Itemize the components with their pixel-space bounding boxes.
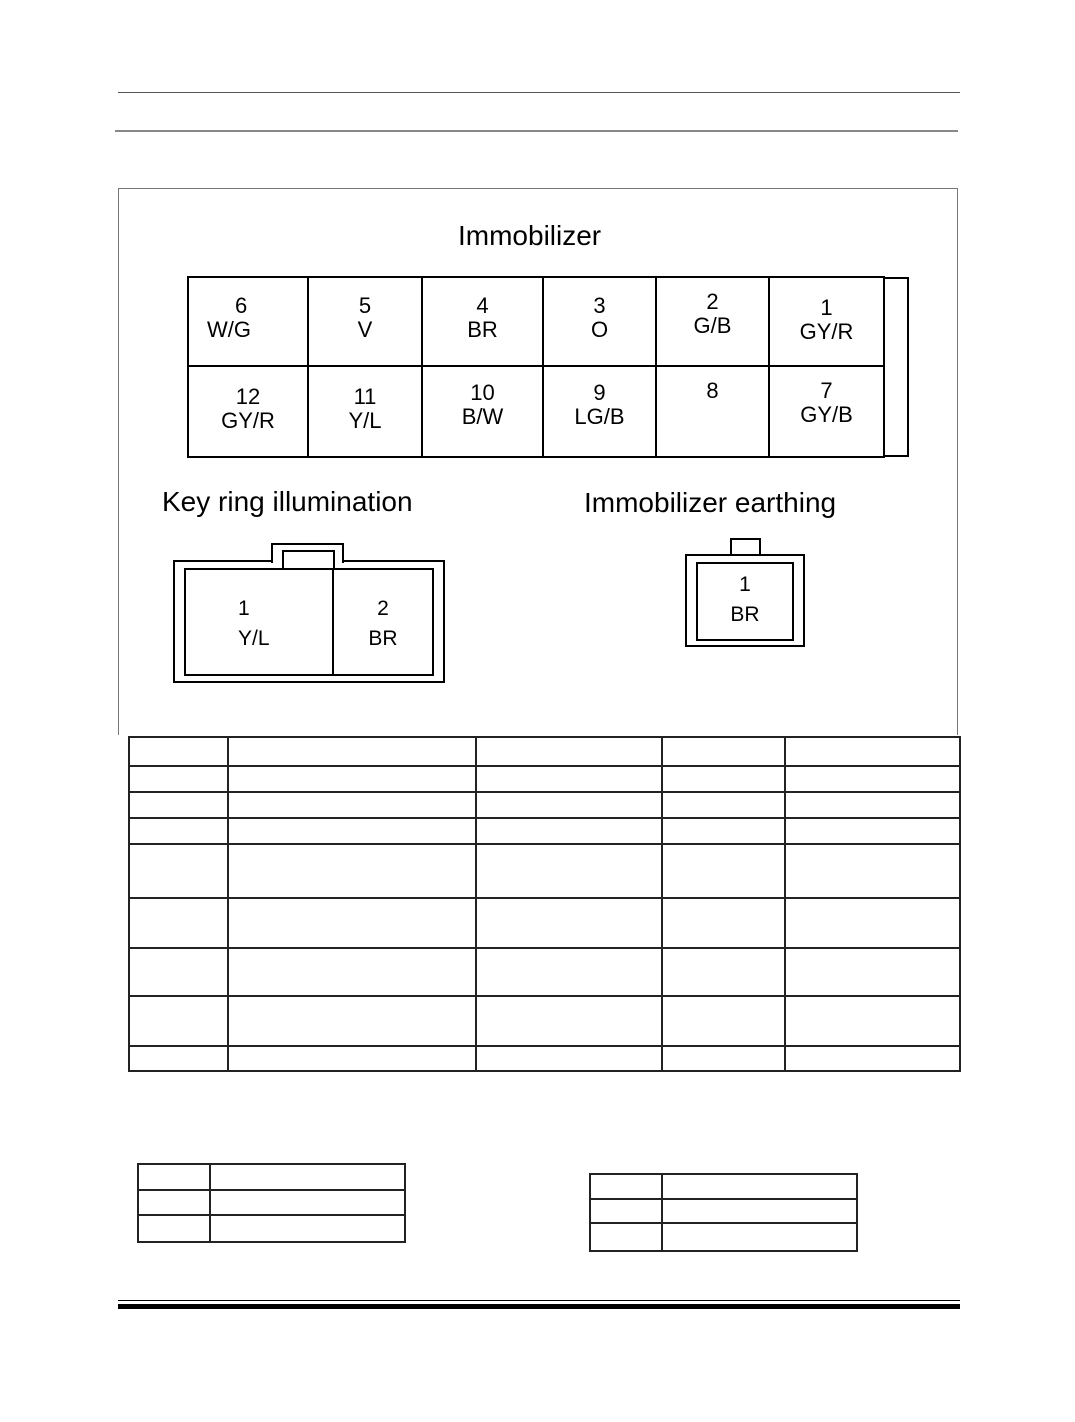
footer-rule-thick [118,1304,960,1309]
table-cell [785,996,960,1046]
table-cell [129,766,228,792]
connector-latch [883,277,909,457]
table-cell [129,844,228,898]
pin-number: 10 [470,380,495,405]
table-cell [662,818,786,844]
wire-color: BR [730,603,760,626]
table-cell [129,1046,228,1071]
table-cell [228,948,476,996]
pin-number: 3 [593,293,606,318]
wire-color: B/W [461,404,504,429]
table-cell [210,1164,405,1190]
pin-cell [309,367,423,456]
table-row [129,1046,960,1071]
table-cell [662,996,786,1046]
immobilizer-title: Immobilizer [458,220,602,251]
wire-color: V [357,317,373,342]
table-cell [662,844,786,898]
table-cell [785,792,960,818]
table-cell [138,1164,210,1190]
header-rule-top [118,92,960,93]
table-row [129,766,960,792]
table-cell [662,1046,786,1071]
table-cell [129,948,228,996]
table-cell [228,818,476,844]
pin-number: 4 [476,293,489,318]
pin-number: 2 [377,597,389,620]
table-cell [228,792,476,818]
pin-number: 12 [235,384,261,409]
pin-cell [189,367,309,456]
pin-cell [657,367,770,456]
pin-cell [657,278,770,367]
pin-cell [423,367,544,456]
pin-number: 8 [706,378,719,403]
table-row [129,792,960,818]
key-ring-title: Key ring illumination [162,486,413,517]
pin-number: 1 [739,573,751,596]
table-cell [590,1223,662,1251]
table-cell [476,996,662,1046]
earthing-connector [696,562,794,641]
table-cell [785,844,960,898]
table-cell [228,766,476,792]
table-cell [662,948,786,996]
table-row [129,898,960,948]
table-cell [210,1190,405,1215]
wire-color: W/G [207,317,251,342]
table-cell [662,1199,857,1223]
table-cell [476,766,662,792]
wire-color: GY/R [799,319,854,344]
table-cell [228,1046,476,1071]
table-cell [129,792,228,818]
wire-color: Y/L [238,627,270,650]
table-cell [590,1199,662,1223]
table-row [129,818,960,844]
table-cell [228,996,476,1046]
table-cell [476,792,662,818]
wire-color: GY/B [800,402,853,427]
table-cell [228,898,476,948]
table-cell [138,1215,210,1242]
table-cell [662,766,786,792]
wire-color: O [590,317,609,342]
key-ring-latch-inner [282,550,335,570]
pin-number: 11 [353,384,377,409]
table-row [138,1164,405,1190]
table-cell [476,737,662,766]
pin-number: 1 [238,597,250,620]
table-cell [476,818,662,844]
pin-cell [309,278,423,367]
table-row [129,996,960,1046]
key-ring-connector [184,568,434,676]
table-cell [476,844,662,898]
table-row [590,1223,857,1251]
pin-cell [334,570,432,674]
table-cell [662,1174,857,1199]
wire-color: GY/R [221,408,275,433]
left-small-table [137,1163,406,1243]
table-cell [129,818,228,844]
table-cell [129,898,228,948]
wire-color: G/B [693,313,732,338]
table-row [129,844,960,898]
table-cell [476,1046,662,1071]
table-cell [785,818,960,844]
table-cell [662,1223,857,1251]
table-cell [476,898,662,948]
pin-cell [544,278,657,367]
table-row [129,737,960,766]
footer-rule-thin [118,1300,960,1301]
wiring-table [128,736,961,1072]
table-cell [662,792,786,818]
table-cell [785,766,960,792]
pin-number: 6 [235,293,248,318]
table-cell [228,737,476,766]
pin-cell [770,367,883,456]
table-cell [590,1174,662,1199]
table-row [129,948,960,996]
table-cell [785,898,960,948]
wire-color: BR [368,627,398,650]
pin-number: 5 [358,293,372,318]
pin-cell [770,278,883,367]
table-row [590,1199,857,1223]
table-row [138,1215,405,1242]
table-cell [129,996,228,1046]
table-row [590,1174,857,1199]
pin-number: 7 [820,378,833,403]
table-cell [785,948,960,996]
pin-number: 2 [706,289,719,314]
table-row [138,1190,405,1215]
table-cell [662,898,786,948]
pin-cell [189,278,309,367]
table-cell [785,1046,960,1071]
table-cell [129,737,228,766]
header-rule-bottom [115,130,958,132]
table-cell [228,844,476,898]
immobilizer-connector [187,276,885,458]
wire-color: Y/L [348,408,382,433]
pin-cell [544,367,657,456]
table-cell [476,948,662,996]
table-cell [785,737,960,766]
table-cell [138,1190,210,1215]
pin-number: 1 [820,295,833,320]
earthing-title: Immobilizer earthing [584,487,837,518]
pin-number: 9 [593,380,606,405]
pin-cell [186,570,334,674]
wire-color: BR [467,317,498,342]
pin-cell [423,278,544,367]
right-small-table [589,1173,858,1252]
table-cell [210,1215,405,1242]
wire-color: LG/B [574,404,625,429]
table-cell [662,737,786,766]
